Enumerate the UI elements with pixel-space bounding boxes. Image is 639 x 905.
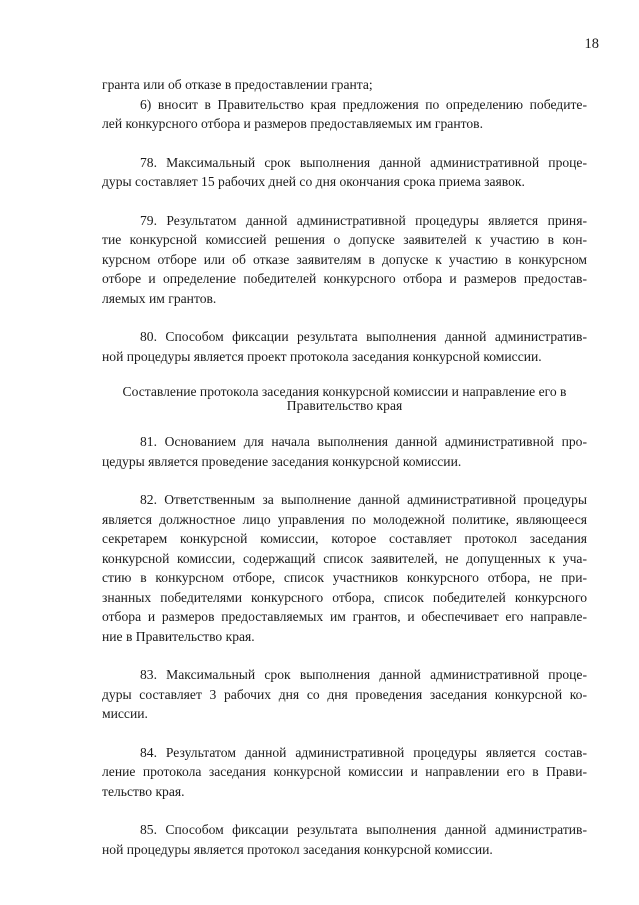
paragraph-spacer: [102, 413, 587, 432]
paragraph-spacer: [102, 646, 587, 665]
text-line: курсном отборе или об отказе заявителям в допуске к участию в конкурсном: [102, 251, 587, 267]
page-number: 18: [584, 36, 599, 52]
text-line: 85. Способом фиксации результата выполнения данной административ-: [140, 822, 587, 837]
text-line: является должностное лицо управления по молодежной политике, являющееся: [102, 511, 587, 527]
text-line: конкурсной комиссии, содержащий список заявителей, не допущенных к уча-: [102, 550, 587, 566]
text-line: ние в Правительство края.: [102, 628, 255, 644]
text-line: тие конкурсной комиссией решения о допуске заявителей к участию в кон-: [102, 232, 587, 247]
text-line: 81. Основанием для начала выполнения данной административной про-: [140, 434, 587, 449]
paragraph: [102, 95, 587, 134]
text-line: дуры составляет 15 рабочих дней со дня окончания срока приема заявок.: [102, 174, 525, 189]
text-line: 6) вносит в Правительство края предложения по определению победите-: [140, 96, 587, 112]
heading-line: Правительство края: [286, 398, 403, 413]
text-line: 80. Способом фиксации результата выполнения данной административ-: [140, 329, 587, 344]
paragraph-spacer: [102, 366, 587, 385]
text-line: 83. Максимальный срок выполнения данной административной проце-: [140, 667, 587, 682]
paragraph-spacer: [102, 192, 587, 211]
text-line: дуры составляет 3 рабочих дня со дня проведения заседания конкурсной ко-: [102, 686, 587, 702]
text-line: ляемых им грантов.: [102, 290, 217, 306]
heading-line: Составление протокола заседания конкурсной комиссии и направление его в: [122, 384, 567, 399]
text-line: лей конкурсного отбора и размеров предоставляемых им грантов.: [102, 116, 483, 131]
text-line: секретарем конкурсной комиссии, которое составляет протокол заседания: [102, 531, 587, 546]
text-line: 78. Максимальный срок выполнения данной административной проце-: [140, 154, 587, 170]
paragraph: [102, 153, 587, 192]
paragraph: [102, 75, 587, 95]
text-line: миссии.: [102, 706, 148, 721]
text-line: ной процедуры является проект протокола заседания конкурсной комиссии.: [102, 348, 542, 364]
text-line: отборе и определение победителей конкурсного отбора и размеров предостав-: [102, 271, 587, 286]
paragraph-spacer: [102, 308, 587, 327]
paragraph: [102, 490, 587, 646]
paragraph: [102, 211, 587, 309]
text-line: знанных победителями конкурсного отбора, список победителей конкурсного: [102, 589, 587, 605]
paragraph: [102, 743, 587, 802]
section-heading: [102, 385, 587, 413]
paragraph: [102, 665, 587, 724]
text-line: тельство края.: [102, 783, 185, 799]
paragraph-spacer: [102, 724, 587, 743]
document-body: [102, 75, 587, 859]
paragraph: [102, 820, 587, 859]
text-line: 79. Результатом данной административной процедуры является приня-: [140, 212, 587, 228]
paragraph-spacer: [102, 134, 587, 153]
paragraph-spacer: [102, 471, 587, 490]
text-line: цедуры является проведение заседания конкурсной комиссии.: [102, 453, 462, 469]
text-line: отбора и размеров предоставляемых им грантов, и обеспечивает его направле-: [102, 609, 587, 624]
text-line: ной процедуры является протокол заседания конкурсной комиссии.: [102, 841, 493, 857]
text-line: стию в конкурсном отборе, список участников конкурсного отбора, не при-: [102, 570, 587, 585]
text-line: гранта или об отказе в предоставлении гранта;: [102, 77, 373, 92]
paragraph: [102, 327, 587, 366]
paragraph: [102, 432, 587, 471]
text-line: ление протокола заседания конкурсной комиссии и направлении его в Прави-: [102, 764, 587, 779]
text-line: 82. Ответственным за выполнение данной административной процедуры: [140, 492, 587, 507]
text-line: 84. Результатом данной административной процедуры является состав-: [140, 744, 587, 760]
paragraph-spacer: [102, 801, 587, 820]
